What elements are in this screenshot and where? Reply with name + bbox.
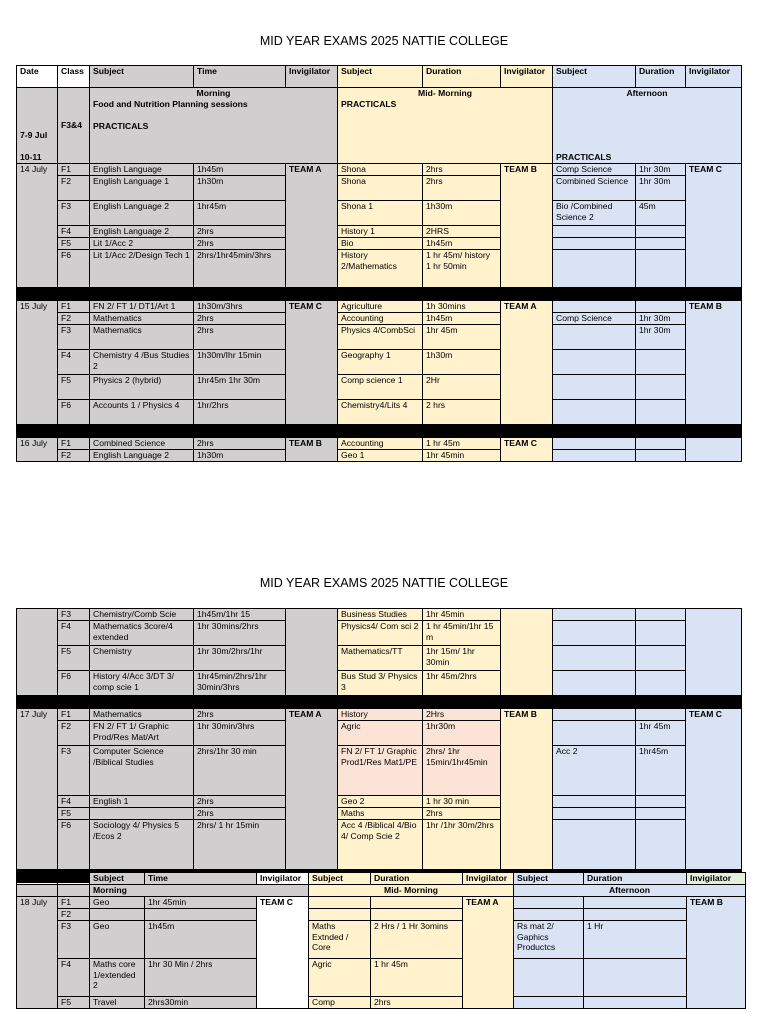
table-row xyxy=(17,313,742,325)
subject-cell: Geo 2 xyxy=(338,796,423,808)
subject-cell: Shona 1 xyxy=(338,201,423,226)
subject-cell xyxy=(553,301,636,313)
duration-cell xyxy=(636,226,686,238)
class-cell: F2 xyxy=(58,450,90,462)
invigilator-cell: TEAM B xyxy=(286,438,338,462)
duration-cell: 1hr 45m xyxy=(423,325,501,350)
header-subject: Subject xyxy=(90,66,194,88)
subject-cell: Comp xyxy=(309,997,371,1009)
mid-morning-practicals: PRACTICALS xyxy=(341,98,397,109)
subject-cell: Bus Stud 3/ Physics 3 xyxy=(338,671,423,696)
duration-cell: 1hr /1hr 30m/2hrs xyxy=(423,820,501,870)
time-cell: 2hrs xyxy=(194,709,286,721)
time-cell: 1hr 30mins/2hrs xyxy=(194,621,286,646)
header-invigilator: Invigilator xyxy=(257,873,309,885)
time-cell: 2hrs30min xyxy=(145,997,257,1009)
duration-cell: 1hr 30m xyxy=(636,164,686,176)
subject-cell xyxy=(514,897,584,909)
subject-cell: English Language 2 xyxy=(90,201,194,226)
duration-cell: 2hrs xyxy=(371,997,463,1009)
table-row xyxy=(17,909,746,921)
subject-cell xyxy=(553,350,636,375)
table-row xyxy=(17,201,742,226)
time-cell: 1hr 30m/2hrs/1hr xyxy=(194,646,286,671)
subject-cell: Shona xyxy=(338,176,423,201)
time-cell: 2hrs xyxy=(194,438,286,450)
time-cell: 1h45m xyxy=(194,164,286,176)
header-row xyxy=(17,66,742,88)
subject-cell: English Language 1 xyxy=(90,176,194,201)
table-row xyxy=(17,400,742,425)
duration-cell: 1 hr 45m/ history 1 hr 50min xyxy=(423,250,501,288)
subject-cell xyxy=(90,808,194,820)
table-row xyxy=(17,325,742,350)
date-cell: 16 July xyxy=(17,438,58,462)
table-row xyxy=(17,646,742,671)
duration-cell: 2 hrs xyxy=(423,400,501,425)
header-subject-afternoon: Subject xyxy=(553,66,636,88)
table-row xyxy=(17,609,742,621)
time-cell: 1h30m/3hrs xyxy=(194,301,286,313)
header-subject-mid: Subject xyxy=(309,873,371,885)
class-cell: F1 xyxy=(58,897,90,909)
date-cell: 17 July xyxy=(17,709,58,870)
subject-cell: Mathematics xyxy=(90,325,194,350)
subject-cell: History xyxy=(338,709,423,721)
class-cell: F3 xyxy=(58,921,90,959)
class-cell: F4 xyxy=(58,796,90,808)
afternoon-label: Afternoon xyxy=(626,88,668,98)
subject-cell: Travel xyxy=(90,997,145,1009)
practicals-date-1: 7-9 Jul xyxy=(20,129,48,140)
duration-cell xyxy=(636,238,686,250)
class-cell: F1 xyxy=(58,709,90,721)
table-row xyxy=(17,671,742,696)
header-duration-mid: Duration xyxy=(371,873,463,885)
subject-cell: Mathematics/TT xyxy=(338,646,423,671)
subject-cell: Comp science 1 xyxy=(338,375,423,400)
header-invigilator-mid: Invigilator xyxy=(463,873,514,885)
class-cell: F4 xyxy=(58,226,90,238)
duration-cell: 2hrs xyxy=(423,164,501,176)
time-cell: 1h45m/1hr 15 xyxy=(194,609,286,621)
exam-schedule-table-3 xyxy=(16,872,746,1009)
subject-cell: Maths xyxy=(338,808,423,820)
subject-cell: Geo xyxy=(90,897,145,909)
header-invigilator: Invigilator xyxy=(286,66,338,88)
session-row xyxy=(17,885,746,897)
subject-cell xyxy=(514,997,584,1009)
date-cell: 18 July xyxy=(17,897,58,1009)
duration-cell: 1 hr 45m xyxy=(423,438,501,450)
header-duration-mid: Duration xyxy=(423,66,501,88)
mid-morning-label: Mid- Morning xyxy=(309,885,514,897)
invigilator-cell: TEAM C xyxy=(257,897,309,1009)
table-row xyxy=(17,176,742,201)
duration-cell xyxy=(584,897,687,909)
time-cell: 2hrs xyxy=(194,808,286,820)
duration-cell: 2HRS xyxy=(423,226,501,238)
separator-row xyxy=(17,425,742,438)
duration-cell: 1 hr 45m xyxy=(371,959,463,997)
subject-cell xyxy=(553,250,636,288)
class-cell: F2 xyxy=(58,176,90,201)
invigilator-cell: TEAM A xyxy=(286,164,338,288)
subject-cell: History 4/Acc 3/DT 3/ comp scie 1 xyxy=(90,671,194,696)
class-cell: F4 xyxy=(58,959,90,997)
class-cell: F5 xyxy=(58,646,90,671)
class-cell: F3 xyxy=(58,201,90,226)
class-cell: F4 xyxy=(58,621,90,646)
table-row xyxy=(17,820,742,870)
duration-cell xyxy=(636,709,686,721)
invigilator-cell: TEAM C xyxy=(686,164,742,288)
duration-cell: 1h30m xyxy=(423,201,501,226)
time-cell: 2hrs xyxy=(194,796,286,808)
duration-cell: 1hr 45min xyxy=(423,609,501,621)
class-cell: F2 xyxy=(58,313,90,325)
subject-cell xyxy=(553,721,636,746)
time-cell: 2hrs/1hr 30 min xyxy=(194,746,286,796)
practicals-row xyxy=(17,88,742,164)
subject-cell: Geography 1 xyxy=(338,350,423,375)
invigilator-cell: TEAM B xyxy=(686,301,742,425)
time-cell: 2hrs/1hr45min/3hrs xyxy=(194,250,286,288)
header-date: Date xyxy=(17,873,58,885)
duration-cell xyxy=(584,909,687,921)
morning-practicals: PRACTICALS xyxy=(93,121,149,132)
subject-cell: English 1 xyxy=(90,796,194,808)
subject-cell: Agriculture xyxy=(338,301,423,313)
header-date: Date xyxy=(17,66,58,88)
duration-cell: 1h45m xyxy=(423,313,501,325)
class-cell: F5 xyxy=(58,375,90,400)
subject-cell xyxy=(553,820,636,870)
table-row xyxy=(17,226,742,238)
morning-label: Morning xyxy=(90,885,309,897)
time-cell: 1hr 30 Min / 2hrs xyxy=(145,959,257,997)
subject-cell: Acc 4 /Biblical 4/Bio 4/ Comp Scie 2 xyxy=(338,820,423,870)
invigilator-cell: TEAM A xyxy=(286,709,338,870)
duration-cell: 1h30m xyxy=(423,350,501,375)
class-cell: F2 xyxy=(58,721,90,746)
invigilator-cell: TEAM B xyxy=(687,897,746,1009)
subject-cell: Business Studies xyxy=(338,609,423,621)
subject-cell: Physics 2 (hybrid) xyxy=(90,375,194,400)
table-row xyxy=(17,997,746,1009)
duration-cell: 1hr 15m/ 1hr 30min xyxy=(423,646,501,671)
subject-cell: Geo 1 xyxy=(338,450,423,462)
invigilator-cell: TEAM C xyxy=(286,301,338,425)
duration-cell: 1h 30mins xyxy=(423,301,501,313)
subject-cell xyxy=(90,909,145,921)
header-time: Time xyxy=(145,873,257,885)
duration-cell: 45m xyxy=(636,201,686,226)
subject-cell: Accounting xyxy=(338,313,423,325)
table-row xyxy=(17,796,742,808)
subject-cell: FN 2/ FT 1/ Graphic Prod1/Res Mat1/PE xyxy=(338,746,423,796)
subject-cell: History 2/Mathematics xyxy=(338,250,423,288)
header-duration-afternoon: Duration xyxy=(636,66,686,88)
time-cell: 2hrs xyxy=(194,325,286,350)
header-class: Class xyxy=(58,66,90,88)
time-cell: 1hr45m 1hr 30m xyxy=(194,375,286,400)
time-cell: 1h30m/Ihr 15min xyxy=(194,350,286,375)
table-row xyxy=(17,164,742,176)
duration-cell: 1hr 30m xyxy=(636,313,686,325)
duration-cell xyxy=(636,250,686,288)
class-cell: F6 xyxy=(58,400,90,425)
time-cell: 1hr/2hrs xyxy=(194,400,286,425)
duration-cell xyxy=(636,350,686,375)
subject-cell: Combined Science xyxy=(90,438,194,450)
morning-label: Morning xyxy=(196,88,231,98)
subject-cell xyxy=(309,909,371,921)
table-row xyxy=(17,709,742,721)
subject-cell: Chemistry xyxy=(90,646,194,671)
time-cell: 2hrs xyxy=(194,313,286,325)
subject-cell: Rs mat 2/ Gaphics Productcs xyxy=(514,921,584,959)
subject-cell: Acc 2 xyxy=(553,746,636,796)
invigilator-cell: TEAM A xyxy=(463,897,514,1009)
table-row xyxy=(17,921,746,959)
subject-cell: Chemistry4/Lits 4 xyxy=(338,400,423,425)
subject-cell: Geo xyxy=(90,921,145,959)
header-invigilator-afternoon: Invigilator xyxy=(687,873,746,885)
subject-cell: Shona xyxy=(338,164,423,176)
table-row xyxy=(17,746,742,796)
date-cell: 14 July xyxy=(17,164,58,288)
time-cell: 1hr 30min/3hrs xyxy=(194,721,286,746)
subject-cell xyxy=(553,400,636,425)
duration-cell xyxy=(584,959,687,997)
subject-cell xyxy=(553,375,636,400)
duration-cell: 1hr 30m xyxy=(636,325,686,350)
exam-schedule-table-1 xyxy=(16,65,742,462)
class-cell: F6 xyxy=(58,250,90,288)
header-invigilator-mid: Invigilator xyxy=(501,66,553,88)
subject-cell: FN 2/ FT 1/ DT1/Art 1 xyxy=(90,301,194,313)
subject-cell: English Language xyxy=(90,164,194,176)
duration-cell: 1h45m xyxy=(423,238,501,250)
afternoon-practicals: PRACTICALS xyxy=(556,152,612,163)
invigilator-cell: TEAM A xyxy=(501,301,553,425)
page2-title: MID YEAR EXAMS 2025 NATTIE COLLEGE xyxy=(259,576,509,590)
subject-cell: Agric xyxy=(309,959,371,997)
duration-cell: 1hr45m xyxy=(636,746,686,796)
header-class: Class xyxy=(58,873,90,885)
subject-cell: Mathematics xyxy=(90,313,194,325)
subject-cell: Lit 1/Acc 2/Design Tech 1 xyxy=(90,250,194,288)
afternoon-label: Afternoon xyxy=(514,885,746,897)
date-cell: 15 July xyxy=(17,301,58,425)
subject-cell: Sociology 4/ Physics 5 /Ecos 2 xyxy=(90,820,194,870)
time-cell: 1h30m xyxy=(194,450,286,462)
table-row xyxy=(17,808,742,820)
subject-cell xyxy=(309,897,371,909)
duration-cell: 1 hr 30 min xyxy=(423,796,501,808)
subject-cell: Combined Science xyxy=(553,176,636,201)
table-row xyxy=(17,238,742,250)
class-cell: F3 xyxy=(58,325,90,350)
invigilator-cell: TEAM C xyxy=(686,709,742,870)
subject-cell xyxy=(553,325,636,350)
time-cell: 1h45m xyxy=(145,921,257,959)
duration-cell: 1hr 30m xyxy=(636,176,686,201)
duration-cell xyxy=(636,375,686,400)
separator-row xyxy=(17,288,742,301)
subject-cell: Chemistry/Comb Scie xyxy=(90,609,194,621)
duration-cell: 2Hr xyxy=(423,375,501,400)
subject-cell: Comp Science xyxy=(553,313,636,325)
black-separator xyxy=(17,425,742,438)
subject-cell: Comp Science xyxy=(553,164,636,176)
subject-cell: Bio xyxy=(338,238,423,250)
subject-cell: Bio /Combined Science 2 xyxy=(553,201,636,226)
practicals-date-2: 10-11 xyxy=(20,152,42,163)
header-duration-afternoon: Duration xyxy=(584,873,687,885)
subject-cell xyxy=(553,709,636,721)
invigilator-cell: TEAM B xyxy=(501,164,553,288)
time-cell: 1hr 45min xyxy=(145,897,257,909)
time-cell xyxy=(145,909,257,921)
class-cell: F3 xyxy=(58,609,90,621)
duration-cell: 2hrs xyxy=(423,808,501,820)
subject-cell: FN 2/ FT 1/ Graphic Prod/Res Mat/Art xyxy=(90,721,194,746)
duration-cell: 1 Hr xyxy=(584,921,687,959)
time-cell: 1hr45m xyxy=(194,201,286,226)
class-cell: F5 xyxy=(58,808,90,820)
subject-cell: Chemistry 4 /Bus Studies 2 xyxy=(90,350,194,375)
subject-cell: Mathematics xyxy=(90,709,194,721)
subject-cell: Computer Science /Biblical Studies xyxy=(90,746,194,796)
table-row xyxy=(17,897,746,909)
class-cell: F1 xyxy=(58,164,90,176)
class-cell: F6 xyxy=(58,820,90,870)
subject-cell: Lit 1/Acc 2 xyxy=(90,238,194,250)
invigilator-cell: TEAM B xyxy=(501,709,553,870)
class-cell: F6 xyxy=(58,671,90,696)
header-subject-afternoon: Subject xyxy=(514,873,584,885)
practicals-class: F3&4 xyxy=(58,88,90,164)
subject-cell xyxy=(514,909,584,921)
black-separator xyxy=(17,288,742,301)
table-row xyxy=(17,350,742,375)
subject-cell: Physics4/ Com sci 2 xyxy=(338,621,423,646)
header-time: Time xyxy=(194,66,286,88)
duration-cell xyxy=(371,897,463,909)
page1-title: MID YEAR EXAMS 2025 NATTIE COLLEGE xyxy=(259,34,509,48)
duration-cell xyxy=(636,400,686,425)
class-cell: F2 xyxy=(58,909,90,921)
header-row xyxy=(17,873,746,885)
duration-cell xyxy=(636,796,686,808)
subject-cell: English Language 2 xyxy=(90,226,194,238)
duration-cell: 1 hr 45min/1hr 15 m xyxy=(423,621,501,646)
duration-cell xyxy=(371,909,463,921)
table-row xyxy=(17,621,742,646)
subject-cell: Maths core 1/extended 2 xyxy=(90,959,145,997)
class-cell: F5 xyxy=(58,238,90,250)
subject-cell: History 1 xyxy=(338,226,423,238)
duration-cell: 1hr 45m xyxy=(636,721,686,746)
class-cell: F1 xyxy=(58,301,90,313)
subject-cell: Maths Extnded / Core xyxy=(309,921,371,959)
time-cell: 2hrs/ 1 hr 15min xyxy=(194,820,286,870)
time-cell: 1h30m xyxy=(194,176,286,201)
duration-cell xyxy=(636,301,686,313)
mid-morning-label: Mid- Morning xyxy=(418,88,472,98)
header-subject: Subject xyxy=(90,873,145,885)
time-cell: 1hr45min/2hrs/1hr 30min/3hrs xyxy=(194,671,286,696)
table-row xyxy=(17,438,742,450)
duration-cell: 1hr30m xyxy=(423,721,501,746)
morning-description: Food and Nutrition Planning sessions xyxy=(93,98,248,109)
table-row xyxy=(17,959,746,997)
table-row xyxy=(17,450,742,462)
black-separator xyxy=(17,696,742,709)
duration-cell xyxy=(636,808,686,820)
table-row xyxy=(17,301,742,313)
class-cell: F5 xyxy=(58,997,90,1009)
exam-schedule-table-2 xyxy=(16,608,742,883)
subject-cell xyxy=(553,796,636,808)
header-subject-mid: Subject xyxy=(338,66,423,88)
duration-cell: 1hr 45m/2hrs xyxy=(423,671,501,696)
subject-cell: Accounting xyxy=(338,438,423,450)
class-cell: F4 xyxy=(58,350,90,375)
subject-cell: English Language 2 xyxy=(90,450,194,462)
duration-cell xyxy=(584,997,687,1009)
duration-cell: 2hrs xyxy=(423,176,501,201)
time-cell: 2hrs xyxy=(194,226,286,238)
subject-cell xyxy=(514,959,584,997)
duration-cell: 2hrs/ 1hr 15min/1hr45min xyxy=(423,746,501,796)
duration-cell: 1hr 45min xyxy=(423,450,501,462)
subject-cell: Mathematics 3core/4 extended xyxy=(90,621,194,646)
invigilator-cell: TEAM C xyxy=(501,438,553,462)
header-invigilator-afternoon: Invigilator xyxy=(686,66,742,88)
time-cell: 2hrs xyxy=(194,238,286,250)
subject-cell: Accounts 1 / Physics 4 xyxy=(90,400,194,425)
duration-cell xyxy=(636,820,686,870)
subject-cell xyxy=(553,238,636,250)
subject-cell: Physics 4/CombSci xyxy=(338,325,423,350)
subject-cell xyxy=(553,808,636,820)
duration-cell: 2Hrs xyxy=(423,709,501,721)
class-cell: F1 xyxy=(58,438,90,450)
table-row xyxy=(17,375,742,400)
separator-row xyxy=(17,696,742,709)
class-cell: F3 xyxy=(58,746,90,796)
subject-cell xyxy=(553,226,636,238)
table-row xyxy=(17,721,742,746)
duration-cell: 2 Hrs / 1 Hr 3omins xyxy=(371,921,463,959)
table-row xyxy=(17,250,742,288)
subject-cell: Agric xyxy=(338,721,423,746)
